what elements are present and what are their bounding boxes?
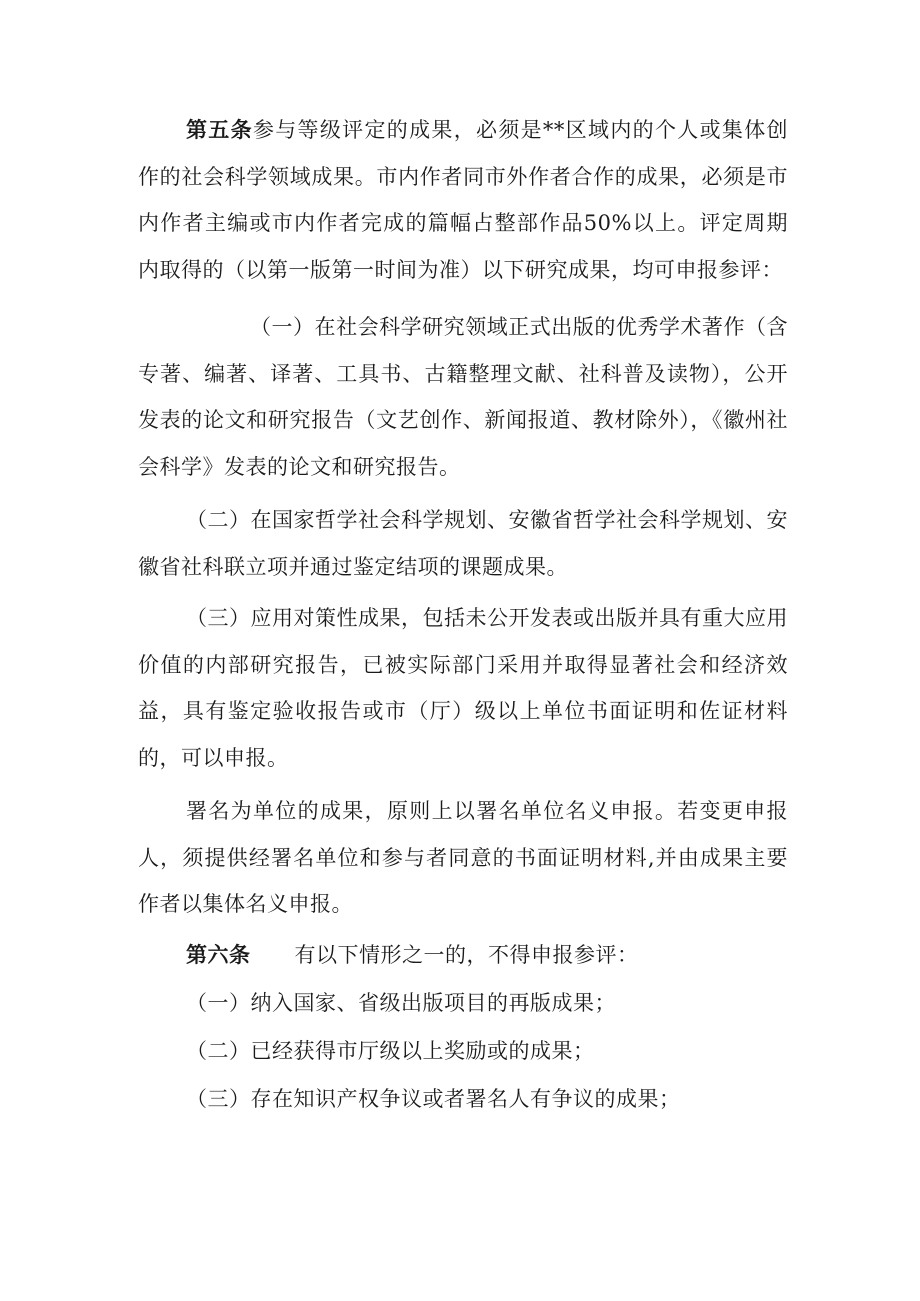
article5-item2: （二）在国家哲学社会科学规划、安徽省哲学社会科学规划、安徽省社科联立项并通过鉴定结项的课题成果。 xyxy=(138,508,788,579)
article6-intro-text: 有以下情形之一的，不得申报参评： xyxy=(294,943,639,967)
article6-item2: （二）已经获得市厅级以上奖励或的成果； xyxy=(186,1039,595,1063)
article5-item3: （三）应用对策性成果，包括未公开发表或出版并具有重大应用价值的内部研究报告，已被实际部门采用并取得显著社会和经济效益，具有鉴定验收报告或市（厅）级以上单位书面证明和佐证材料的，可以申报。 xyxy=(138,606,788,770)
article6-intro xyxy=(186,932,836,979)
article6-item1: （一）纳入国家、省级出版项目的再版成果； xyxy=(186,991,616,1015)
article6-item3: （三）存在知识产权争议或者署名人有争议的成果； xyxy=(186,1087,681,1111)
article5-signature-rule: 署名为单位的成果，原则上以署名单位名义申报。若变更申报人，须提供经署名单位和参与者同意的书面证明材料,并由成果主要作者以集体名义申报。 xyxy=(138,799,788,916)
article6-heading: 第六条 xyxy=(186,942,251,967)
article5-heading: 第五条 xyxy=(186,117,253,142)
article5-intro-text: 参与等级评定的成果，必须是**区域内的个人或集体创作的社会科学领域成果。市内作者同市外作者合作的成果，必须是市内作者主编或市内作者完成的篇幅占整部作品50%以上。评定周期内取得的（以第一版第一时间为准）以下研究成果，均可申报参评： xyxy=(138,118,789,282)
article5-intro xyxy=(138,107,788,293)
article5-item1: （一）在社会科学研究领域正式出版的优秀学术著作（含专著、编著、译著、工具书、古籍整理文献、社科普及读物），公开发表的论文和研究报告（文艺创作、新闻报道、教材除外），《徽州社会科学》发表的论文和研究报告。 xyxy=(138,315,788,479)
